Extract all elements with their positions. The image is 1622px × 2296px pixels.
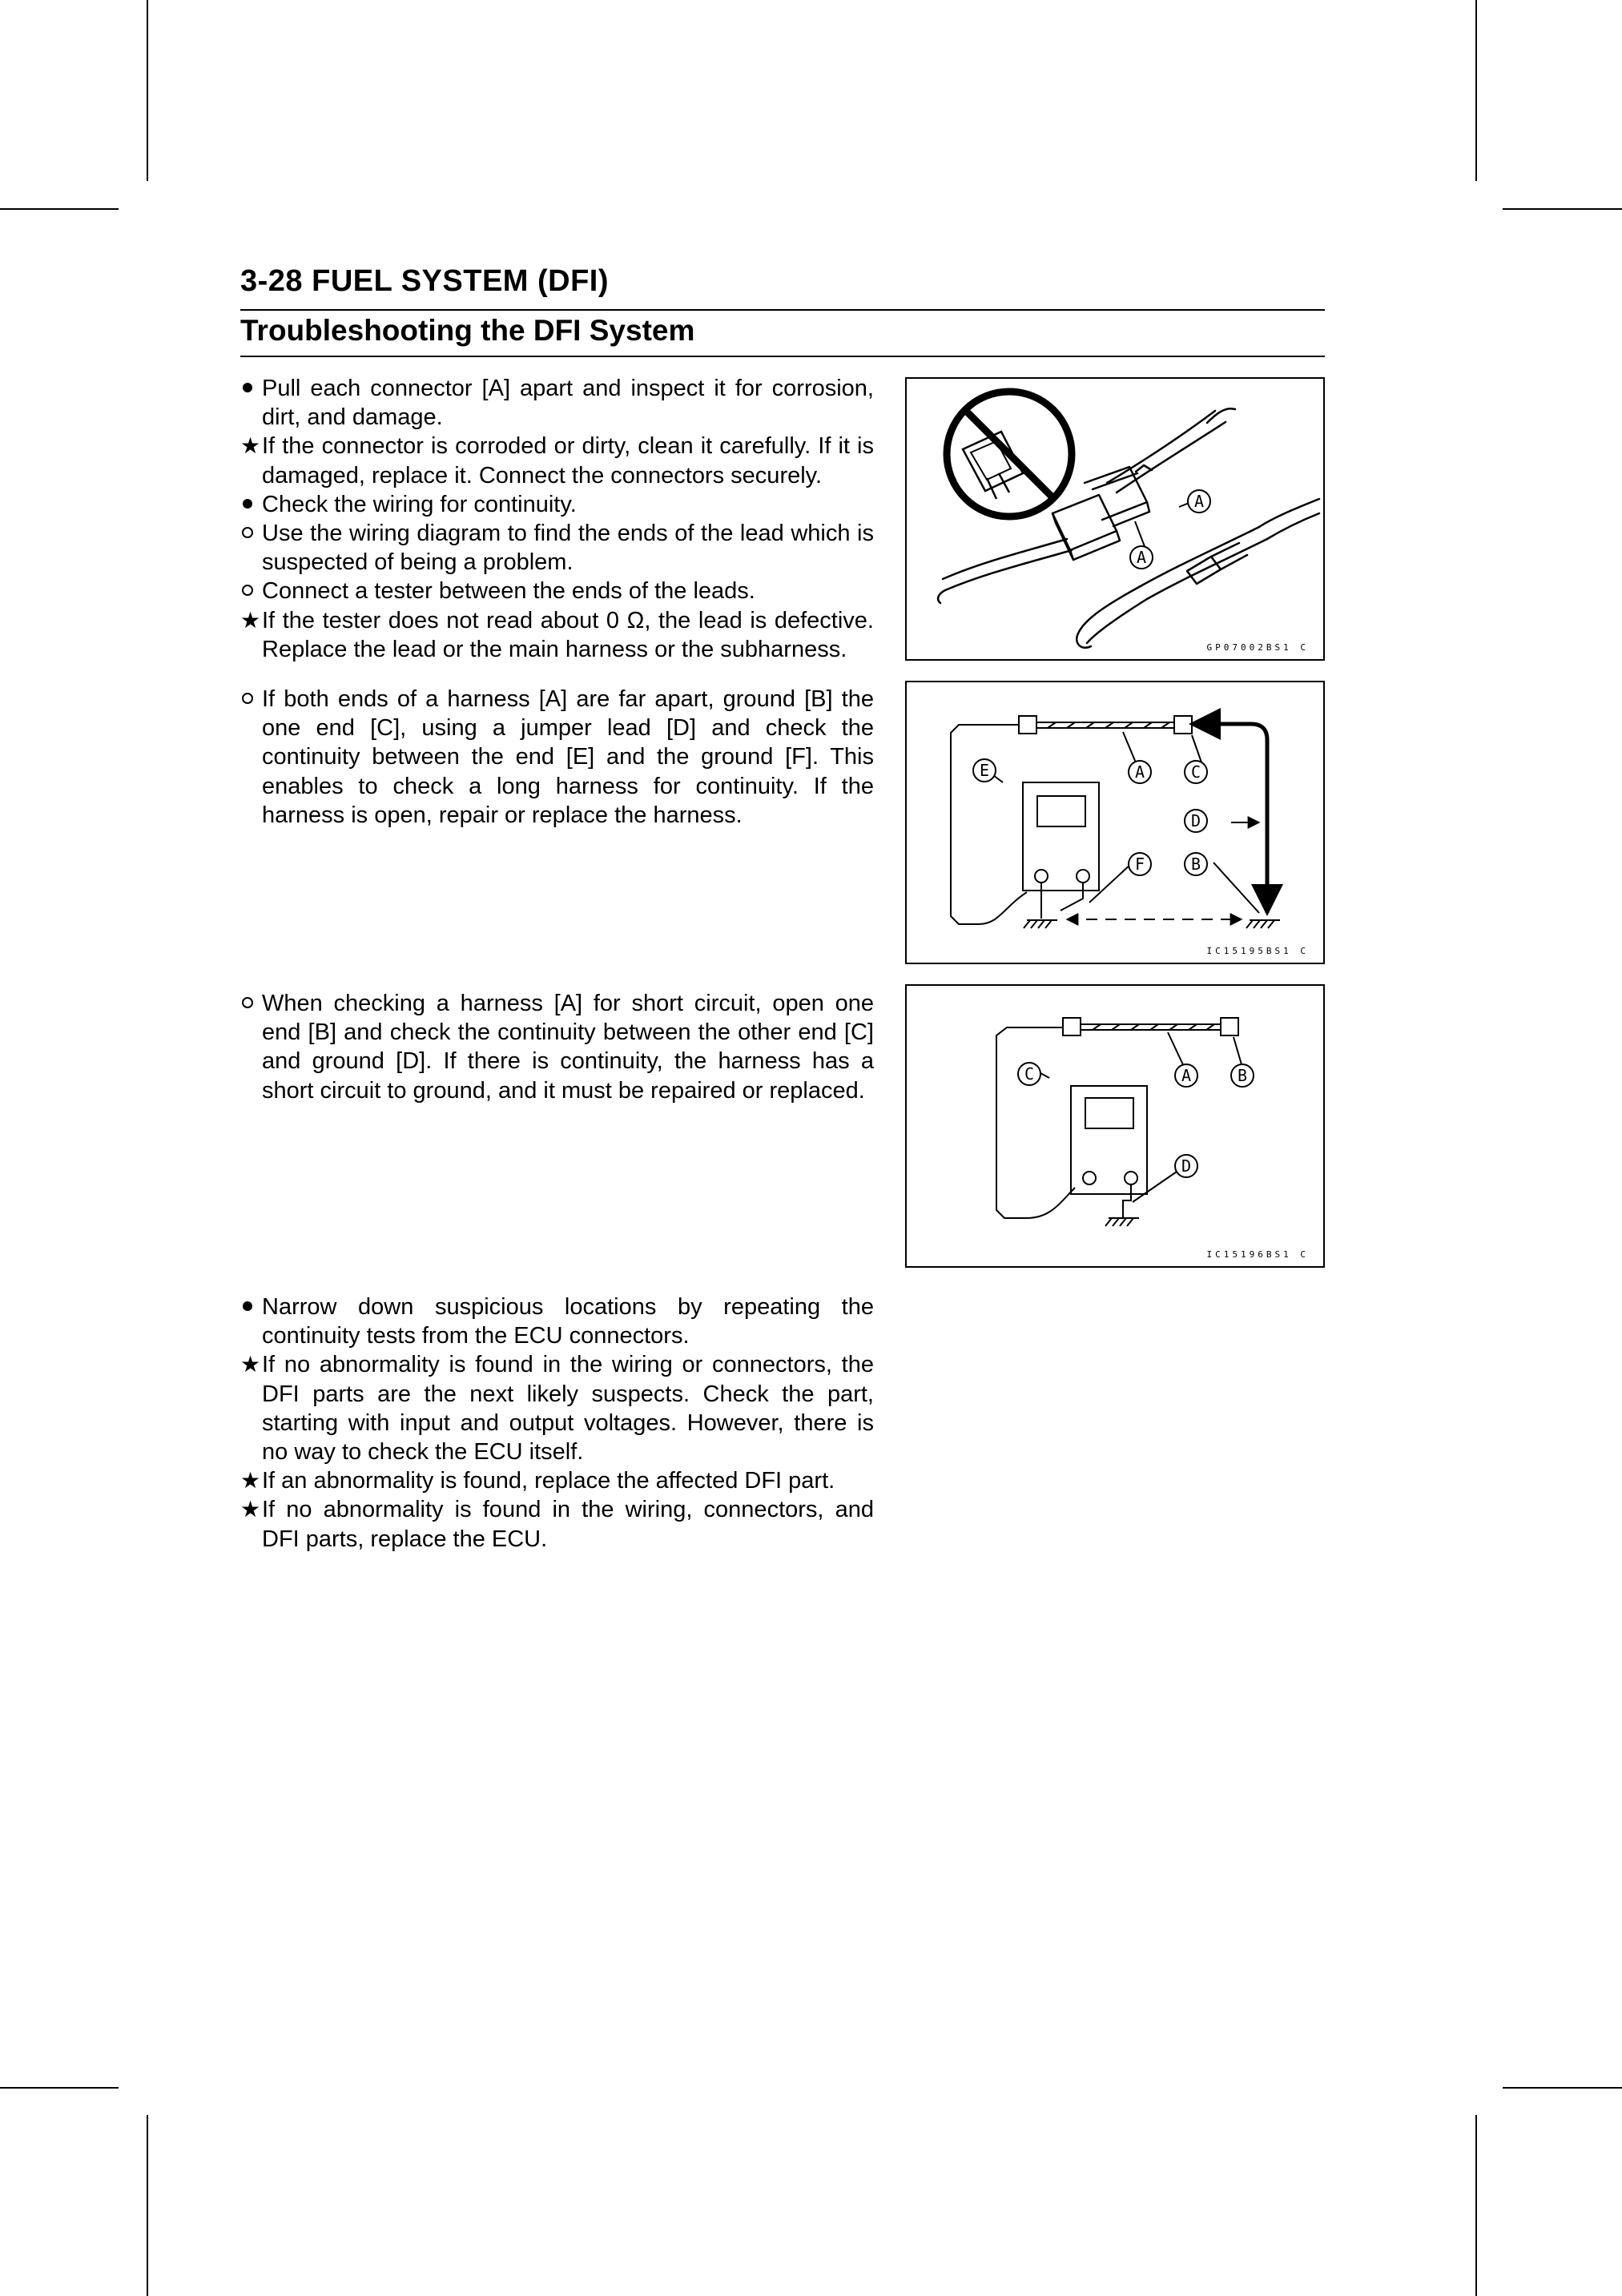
crop-mark	[147, 2115, 148, 2296]
callout-b: B	[1230, 1064, 1254, 1088]
section-rule	[240, 356, 1325, 357]
callout-c: C	[1184, 760, 1208, 784]
list-item	[240, 1466, 874, 1495]
crop-mark	[1475, 2115, 1477, 2296]
list-item	[240, 490, 874, 519]
list-item-text: Check the wiring for continuity.	[262, 491, 577, 517]
list-item	[240, 606, 874, 664]
figure-short-circuit	[905, 984, 1325, 1268]
figure-connector	[905, 377, 1325, 661]
list-item	[240, 374, 874, 432]
bullet-star-icon: ★	[240, 433, 261, 459]
bullet-star-icon: ★	[240, 1352, 261, 1377]
text-block-1	[240, 374, 874, 664]
jumper-continuity-diagram	[907, 682, 1323, 963]
list-item-text: If the connector is corroded or dirty, clean it carefully. If it is damaged, replace it. Connect the connectors securely.	[262, 433, 874, 489]
header-rule	[240, 309, 1325, 311]
list-item	[240, 432, 874, 489]
list-item	[240, 1495, 874, 1553]
callout-d: D	[1174, 1154, 1198, 1178]
list-item	[240, 1350, 874, 1466]
list-item	[240, 989, 874, 1105]
list-item-text: If no abnormality is found in the wiring, connectors, and DFI parts, replace the ECU.	[262, 1497, 874, 1552]
list-item	[240, 519, 874, 577]
text-block-2	[240, 685, 874, 830]
callout-b: B	[1184, 852, 1208, 876]
callout-c: C	[1017, 1062, 1041, 1086]
list-item-text: If the tester does not read about 0 Ω, the lead is defective. Replace the lead or the main harness or the subharness.	[262, 607, 874, 662]
list-item-text: If both ends of a harness [A] are far apart, ground [B] the one end [C], using a jumper lead [D] and check the continuity between the end [E] and the ground [F]. This enables to check a long harness for continuity. If the harness is open, repair or replace the harness.	[262, 686, 874, 828]
callout-a: A	[1128, 760, 1152, 784]
callout-d: D	[1184, 809, 1208, 833]
list-item	[240, 577, 874, 605]
list-item-text: Connect a tester between the ends of the leads.	[262, 578, 755, 605]
connector-illustration	[907, 379, 1323, 659]
figure-code: IC15195BS1 C	[1206, 946, 1309, 956]
callout-a: A	[1174, 1064, 1198, 1088]
crop-mark	[0, 2087, 119, 2089]
short-circuit-diagram	[907, 986, 1323, 1266]
callout-e: E	[972, 758, 996, 782]
section-title: Troubleshooting the DFI System	[240, 314, 695, 347]
list-item-text: If an abnormality is found, replace the affected DFI part.	[262, 1468, 835, 1494]
callout-f: F	[1128, 852, 1152, 876]
crop-mark	[147, 0, 148, 181]
callout-a: A	[1129, 545, 1153, 569]
figure-code: IC15196BS1 C	[1206, 1249, 1309, 1260]
bullet-star-icon: ★	[240, 1468, 261, 1494]
crop-mark	[1475, 0, 1477, 181]
crop-mark	[1503, 208, 1622, 210]
text-block-4	[240, 1293, 874, 1554]
bullet-star-icon: ★	[240, 1497, 261, 1522]
figure-jumper-continuity	[905, 681, 1325, 964]
callout-a: A	[1187, 489, 1211, 513]
list-item-text: When checking a harness [A] for short circuit, open one end [B] and check the continuity between the other end [C] and ground [D]. If there is continuity, the harness has a short circuit to ground, and it must be repaired or replaced.	[262, 991, 874, 1104]
crop-mark	[0, 208, 119, 210]
list-item-text: Pull each connector [A] apart and inspect it for corrosion, dirt, and damage.	[262, 376, 874, 431]
bullet-star-icon: ★	[240, 607, 261, 633]
text-block-3	[240, 989, 874, 1105]
list-item-text: Use the wiring diagram to find the ends of the lead which is suspected of being a problem.	[262, 521, 874, 576]
list-item-text: Narrow down suspicious locations by repeating the continuity tests from the ECU connectors.	[262, 1294, 874, 1349]
list-item	[240, 685, 874, 830]
figure-code: GP07002BS1 C	[1206, 642, 1309, 653]
list-item-text: If no abnormality is found in the wiring or connectors, the DFI parts are the next likely suspects. Check the part, starting with input and output voltages. However, there is no way to check the ECU itself.	[262, 1352, 874, 1466]
crop-mark	[1503, 2087, 1622, 2089]
list-item	[240, 1293, 874, 1350]
page-header: 3-28 FUEL SYSTEM (DFI)	[240, 264, 610, 298]
